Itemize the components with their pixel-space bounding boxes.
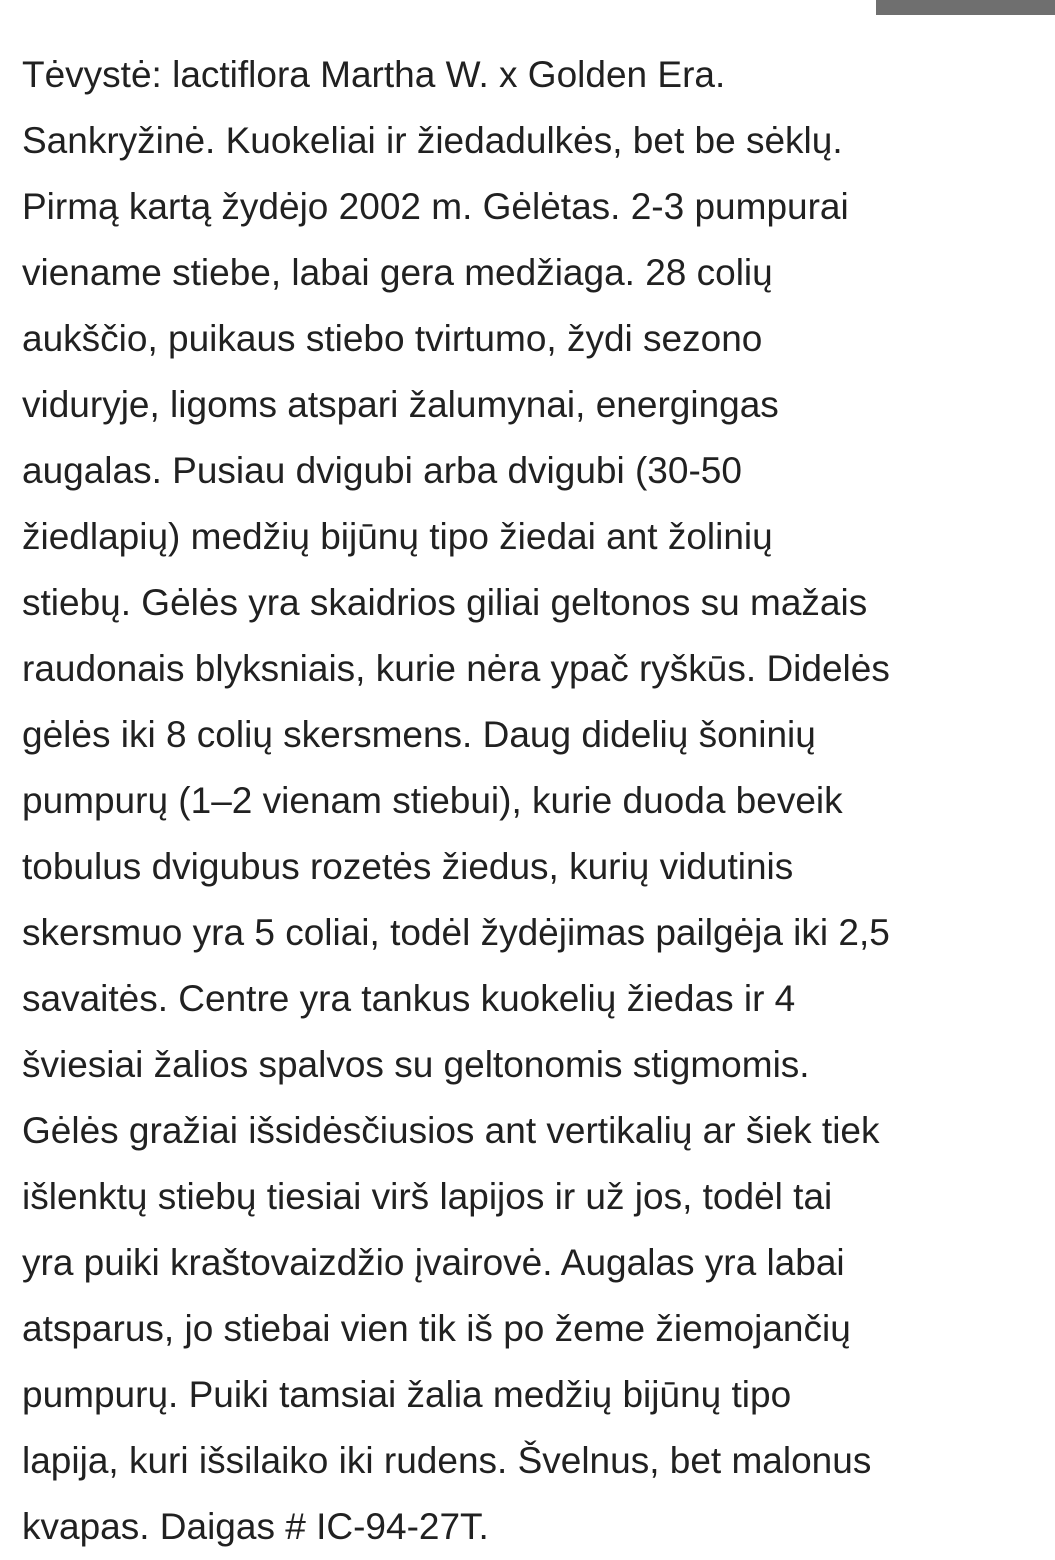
text-line: lapija, kuri išsilaiko iki rudens. Švelnus, bet malonus: [22, 1440, 872, 1481]
text-line: Tėvystė: lactiflora Martha W. x Golden Era.: [22, 54, 726, 95]
scroll-indicator[interactable]: [876, 0, 1055, 15]
text-line: pumpurų. Puiki tamsiai žalia medžių bijūnų tipo: [22, 1374, 792, 1415]
text-line: aukščio, puikaus stiebo tvirtumo, žydi sezono: [22, 318, 763, 359]
text-line: šviesiai žalios spalvos su geltonomis stigmomis.: [22, 1044, 810, 1085]
article-text: [22, 42, 1042, 1560]
text-line: gėlės iki 8 colių skersmens. Daug didelių šoninių: [22, 714, 816, 755]
text-line: kvapas. Daigas # IC-94-27T.: [22, 1506, 489, 1547]
text-line: tobulus dvigubus rozetės žiedus, kurių vidutinis: [22, 846, 794, 887]
text-line: raudonais blyksniais, kurie nėra ypač ryškūs. Didelės: [22, 648, 890, 689]
text-line: žiedlapių) medžių bijūnų tipo žiedai ant žolinių: [22, 516, 773, 557]
text-line: Sankryžinė. Kuokeliai ir žiedadulkės, bet be sėklų.: [22, 120, 843, 161]
text-line: Gėlės gražiai išsidėsčiusios ant vertikalių ar šiek tiek: [22, 1110, 880, 1151]
text-line: augalas. Pusiau dvigubi arba dvigubi (30-50: [22, 450, 742, 491]
text-line: išlenktų stiebų tiesiai virš lapijos ir už jos, todėl tai: [22, 1176, 833, 1217]
text-line: savaitės. Centre yra tankus kuokelių žiedas ir 4: [22, 978, 796, 1019]
text-line: pumpurų (1–2 vienam stiebui), kurie duoda beveik: [22, 780, 843, 821]
text-line: yra puiki kraštovaizdžio įvairovė. Augalas yra labai: [22, 1242, 845, 1283]
text-line: viduryje, ligoms atspari žalumynai, energingas: [22, 384, 779, 425]
text-line: stiebų. Gėlės yra skaidrios giliai geltonos su mažais: [22, 582, 868, 623]
text-line: viename stiebe, labai gera medžiaga. 28 colių: [22, 252, 773, 293]
text-line: atsparus, jo stiebai vien tik iš po žeme žiemojančių: [22, 1308, 851, 1349]
text-line: Pirmą kartą žydėjo 2002 m. Gėlėtas. 2-3 pumpurai: [22, 186, 849, 227]
text-line: skersmuo yra 5 coliai, todėl žydėjimas pailgėja iki 2,5: [22, 912, 890, 953]
